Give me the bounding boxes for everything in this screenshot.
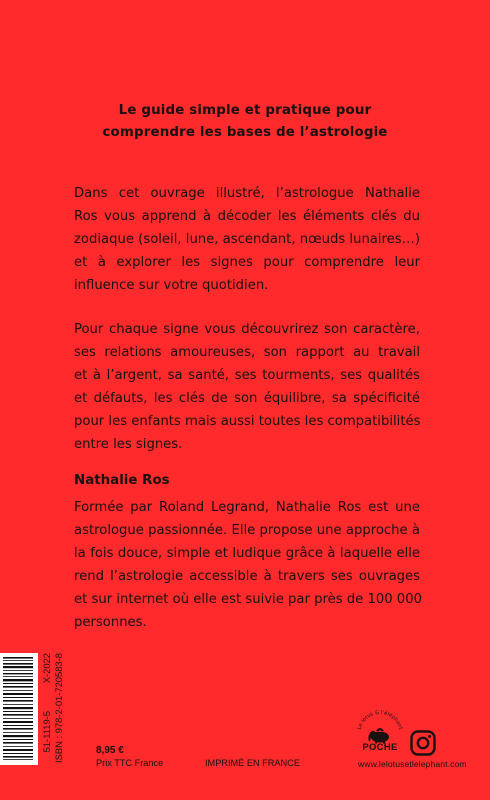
author-name: Nathalie Ros <box>74 473 170 488</box>
details-line: et à l’argent, sa santé, ses tourments, ses qualités <box>74 367 420 383</box>
printed-in-france: IMPRIMÉ EN FRANCE <box>205 758 300 768</box>
intro-line: zodiaque (soleil, lune, ascendant, nœuds lunaires…) <box>74 231 420 247</box>
collection-label: POCHE <box>362 742 398 753</box>
svg-text:Le lotus & l’éléphant <box>357 709 404 730</box>
intro-line: et à explorer les signes pour comprendre leur <box>74 254 420 270</box>
edition-code: X-2022 <box>41 653 52 684</box>
bio-line: la fois douce, simple et ludique grâce à laquelle elle <box>74 545 420 561</box>
details-line: Pour chaque signe vous découvrirez son caractère, <box>74 322 420 337</box>
product-code: 51-1119-5 <box>41 711 52 753</box>
price: 8,95 € <box>96 745 124 756</box>
publisher-logo-text: Le lotus & l’éléphant <box>356 709 404 731</box>
bio-line: astrologue passionnée. Elle propose une approche à <box>74 522 420 538</box>
details-line: ses relations amoureuses, son rapport au travail <box>74 344 420 360</box>
details-line: entre les signes. <box>74 436 183 452</box>
tagline-line-2: comprendre les bases de l’astrologie <box>102 125 388 140</box>
price-label: Prix TTC France <box>96 758 164 768</box>
tagline <box>0 100 490 144</box>
bio-line: Formée par Roland Legrand, Nathalie Ros est une <box>74 500 420 515</box>
bio-line: rend l’astrologie accessible à travers ses ouvrages <box>74 568 420 584</box>
author-bio <box>74 497 420 634</box>
details-line: et défauts, les clés de son équilibre, sa spécificité <box>74 390 420 406</box>
instagram-icon[interactable] <box>410 730 436 756</box>
intro-line: Dans cet ouvrage illustré, l’astrologue Nathalie <box>74 186 420 201</box>
barcode-bars <box>0 653 38 765</box>
details-line: pour les enfants mais aussi toutes les compatibilités <box>74 413 421 429</box>
bio-line: personnes. <box>74 614 147 630</box>
intro-paragraph <box>74 183 420 298</box>
details-paragraph <box>74 319 420 456</box>
bio-line: et sur internet où elle est suivie par près de 100 000 <box>74 591 422 607</box>
tagline-line-1: Le guide simple et pratique pour <box>118 103 372 118</box>
publisher-website-link[interactable]: www.lelotusetlelephant.com <box>358 759 467 769</box>
intro-line: influence sur votre quotidien. <box>74 277 269 293</box>
intro-line: Ros vous apprend à décoder les éléments clés du <box>74 208 420 224</box>
barcode <box>0 653 38 765</box>
isbn-number: ISBN : 978-2-01-720583-8 <box>53 653 64 763</box>
